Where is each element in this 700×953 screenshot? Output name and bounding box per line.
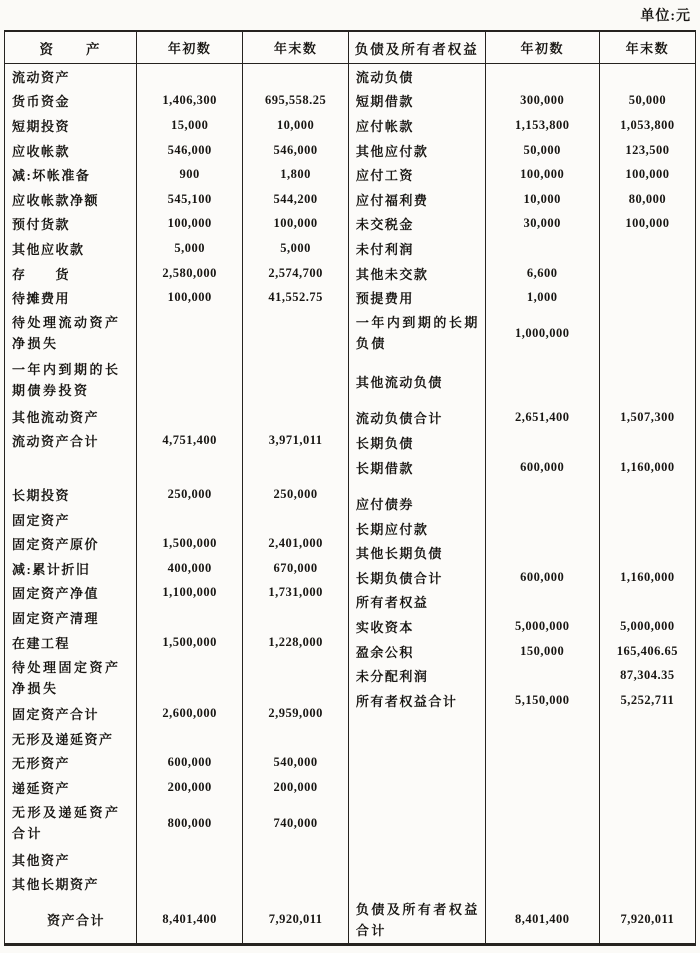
account-label: 货币资金: [5, 89, 137, 114]
header-assets: 资 产: [5, 32, 137, 63]
value-begin-of-year: [486, 236, 600, 261]
value-end-of-year: 1,160,000: [620, 459, 675, 474]
value-begin-of-year: [486, 430, 600, 455]
table-row: [349, 455, 695, 480]
table-row: [349, 406, 695, 431]
value-end-of-year: 546,000: [273, 142, 318, 157]
table-row: [5, 482, 348, 507]
value-begin-of-year: 100,000: [137, 285, 243, 310]
value-begin-of-year: 600,000: [486, 565, 600, 590]
table-row: [349, 64, 695, 89]
account-label: 应收帐款: [5, 138, 137, 163]
value-end-of-year: 540,000: [273, 755, 318, 770]
value-end-of-year: 165,406.65: [616, 643, 679, 658]
table-row: [5, 429, 348, 454]
account-label: 流动负债合计: [349, 406, 486, 431]
value-begin-of-year: [137, 654, 243, 701]
account-label: 固定资产原价: [5, 531, 137, 556]
value-begin-of-year: 1,500,000: [137, 531, 243, 556]
table-row: [5, 64, 348, 89]
table-row: [5, 187, 348, 212]
value-end-of-year: [243, 507, 348, 532]
account-label: 固定资产合计: [5, 701, 137, 726]
account-label: 长期应付款: [349, 516, 486, 541]
value-begin-of-year: [137, 507, 243, 532]
value-begin-of-year: [137, 847, 243, 872]
table-row: [5, 89, 348, 114]
value-end-of-year: 3,971,011: [268, 433, 323, 448]
value-end-of-year: [600, 541, 695, 566]
value-end-of-year: 100,000: [625, 167, 670, 182]
value-end-of-year: [243, 871, 348, 896]
value-end-of-year: 41,552.75: [268, 290, 323, 305]
value-begin-of-year: [137, 404, 243, 429]
account-label: 无形及递延资产合计: [5, 800, 137, 847]
value-end-of-year: 1,160,000: [620, 569, 675, 584]
table-row: [5, 162, 348, 187]
value-end-of-year: 123,500: [625, 142, 670, 157]
value-end-of-year: [243, 605, 348, 630]
account-label: 待摊费用: [5, 285, 137, 310]
value-begin-of-year: 1,406,300: [137, 89, 243, 114]
value-begin-of-year: [486, 369, 600, 394]
account-label: [5, 453, 137, 482]
value-end-of-year: [600, 516, 695, 541]
value-end-of-year: 1,053,800: [620, 117, 675, 132]
value-end-of-year: 87,304.35: [620, 668, 675, 683]
value-end-of-year: [600, 491, 695, 516]
value-begin-of-year: 300,000: [486, 89, 600, 114]
table-row: [349, 285, 695, 310]
value-begin-of-year: 1,100,000: [137, 581, 243, 606]
value-begin-of-year: 1,153,800: [486, 113, 600, 138]
account-label: [349, 713, 486, 896]
value-end-of-year: 1,800: [280, 167, 311, 182]
value-end-of-year: [600, 590, 695, 615]
account-label: 递延资产: [5, 775, 137, 800]
value-end-of-year: [600, 357, 695, 369]
table-row: [349, 187, 695, 212]
value-end-of-year: [600, 310, 695, 357]
value-begin-of-year: 5,000,000: [486, 614, 600, 639]
table-row: [349, 590, 695, 615]
account-label: 无形资产: [5, 751, 137, 776]
header-liabilities-end-of-year: 年末数: [625, 41, 670, 56]
account-label: 预付货款: [5, 212, 137, 237]
value-end-of-year: 740,000: [273, 815, 318, 830]
account-label: 待处理固定资产净损失: [5, 654, 137, 701]
account-label: 其他未交款: [349, 261, 486, 286]
table-row: [5, 847, 348, 872]
value-end-of-year: [243, 357, 348, 404]
account-label: 减:累计折旧: [5, 556, 137, 581]
account-label: 存 货: [5, 261, 137, 286]
value-end-of-year: [600, 430, 695, 455]
value-begin-of-year: [137, 357, 243, 404]
value-begin-of-year: 5,000: [137, 236, 243, 261]
value-end-of-year: 1,507,300: [620, 410, 675, 425]
balance-sheet-table: [4, 30, 696, 946]
account-label: 无形及递延资产: [5, 726, 137, 751]
value-end-of-year: [600, 285, 695, 310]
value-end-of-year: 2,574,700: [268, 265, 323, 280]
value-begin-of-year: [486, 64, 600, 89]
value-end-of-year: [243, 847, 348, 872]
account-label: 待处理流动资产净损失: [5, 310, 137, 357]
value-begin-of-year: 100,000: [137, 212, 243, 237]
account-label: 所有者权益合计: [349, 688, 486, 713]
value-begin-of-year: 15,000: [137, 113, 243, 138]
value-end-of-year: 10,000: [276, 117, 315, 132]
table-row: [349, 614, 695, 639]
table-row: [349, 369, 695, 394]
value-end-of-year: 7,920,011: [620, 912, 675, 926]
value-begin-of-year: [137, 453, 243, 482]
value-begin-of-year: [137, 64, 243, 89]
account-label: 未分配利润: [349, 663, 486, 688]
value-begin-of-year: [137, 726, 243, 751]
account-label: 其他长期负债: [349, 541, 486, 566]
account-label: 流动资产合计: [5, 429, 137, 454]
table-row: [5, 404, 348, 429]
table-row: [5, 871, 348, 896]
table-row: [349, 896, 695, 943]
value-begin-of-year: 1,000,000: [486, 310, 600, 357]
liabilities-header-group: [348, 32, 695, 63]
value-end-of-year: [600, 369, 695, 394]
header-liabilities-equity: 负债及所有者权益: [349, 32, 486, 63]
value-begin-of-year: 900: [137, 162, 243, 187]
value-begin-of-year: [486, 713, 600, 896]
table-row: [5, 531, 348, 556]
table-row: [349, 516, 695, 541]
account-label: 其他应付款: [349, 138, 486, 163]
table-row: [5, 261, 348, 286]
account-label: [349, 357, 486, 369]
value-end-of-year: 7,920,011: [268, 912, 323, 926]
account-label: 长期借款: [349, 455, 486, 480]
value-end-of-year: [600, 479, 695, 491]
value-begin-of-year: 600,000: [137, 751, 243, 776]
value-begin-of-year: 10,000: [486, 187, 600, 212]
value-begin-of-year: [486, 491, 600, 516]
table-row: [5, 138, 348, 163]
value-begin-of-year: [486, 590, 600, 615]
account-label: 短期借款: [349, 89, 486, 114]
account-label: 流动负债: [349, 64, 486, 89]
account-label: 其他应收款: [5, 236, 137, 261]
table-row: [5, 310, 348, 357]
table-row: [349, 261, 695, 286]
value-begin-of-year: 546,000: [137, 138, 243, 163]
value-begin-of-year: [486, 479, 600, 491]
flex-spacer-row: [5, 453, 348, 482]
account-label: 资产合计: [5, 896, 137, 943]
account-label: 减:坏帐准备: [5, 162, 137, 187]
table-row: [5, 212, 348, 237]
table-row: [349, 162, 695, 187]
table-row: [349, 430, 695, 455]
header-assets-begin-of-year: 年初数: [137, 32, 243, 63]
table-row: [349, 663, 695, 688]
table-row: [5, 507, 348, 532]
account-label: 未交税金: [349, 212, 486, 237]
value-end-of-year: 80,000: [628, 191, 667, 206]
value-end-of-year: [600, 394, 695, 406]
account-label: 应收帐款净额: [5, 187, 137, 212]
value-begin-of-year: 100,000: [486, 162, 600, 187]
value-end-of-year: 100,000: [625, 216, 670, 231]
liabilities-column: [348, 64, 695, 943]
table-row: [349, 491, 695, 516]
account-label: 应付债券: [349, 491, 486, 516]
account-label: 未付利润: [349, 236, 486, 261]
account-label: [349, 479, 486, 491]
value-end-of-year: [600, 64, 695, 89]
value-end-of-year: [243, 726, 348, 751]
table-row: [5, 726, 348, 751]
header-liabilities-begin-of-year: 年初数: [486, 32, 600, 63]
account-label: 其他流动负债: [349, 369, 486, 394]
account-label: 负债及所有者权益合计: [349, 896, 486, 943]
spacer-row: [349, 357, 695, 369]
value-end-of-year: [600, 261, 695, 286]
value-end-of-year: 5,252,711: [620, 692, 675, 707]
value-begin-of-year: 2,651,400: [486, 406, 600, 431]
account-label: 预提费用: [349, 285, 486, 310]
value-end-of-year: 544,200: [273, 191, 318, 206]
value-begin-of-year: 400,000: [137, 556, 243, 581]
value-end-of-year: [243, 654, 348, 701]
value-end-of-year: 695,558.25: [264, 93, 327, 108]
account-label: 应付工资: [349, 162, 486, 187]
value-begin-of-year: 2,580,000: [137, 261, 243, 286]
table-row: [5, 556, 348, 581]
value-begin-of-year: [486, 394, 600, 406]
value-end-of-year: 5,000,000: [620, 619, 675, 634]
value-begin-of-year: 800,000: [137, 800, 243, 847]
table-header: [5, 32, 695, 64]
value-begin-of-year: 545,100: [137, 187, 243, 212]
value-begin-of-year: [486, 663, 600, 688]
value-end-of-year: 50,000: [628, 93, 667, 108]
account-label: 应付福利费: [349, 187, 486, 212]
unit-label: 单位:元: [640, 9, 691, 24]
value-end-of-year: 1,731,000: [268, 585, 323, 600]
flex-spacer-row: [349, 713, 695, 896]
value-begin-of-year: 30,000: [486, 212, 600, 237]
account-label: 一年内到期的长期债券投资: [5, 357, 137, 404]
value-begin-of-year: [486, 357, 600, 369]
table-row: [5, 896, 348, 943]
value-begin-of-year: 250,000: [137, 482, 243, 507]
table-row: [5, 654, 348, 701]
value-end-of-year: [243, 404, 348, 429]
table-row: [5, 357, 348, 404]
header-assets-end-of-year: 年末数: [273, 41, 318, 56]
spacer-row: [349, 394, 695, 406]
value-end-of-year: 2,401,000: [268, 536, 323, 551]
value-end-of-year: [243, 64, 348, 89]
table-row: [5, 236, 348, 261]
value-begin-of-year: [137, 310, 243, 357]
value-begin-of-year: [486, 516, 600, 541]
table-row: [349, 310, 695, 357]
account-label: 所有者权益: [349, 590, 486, 615]
table-row: [5, 800, 348, 847]
value-begin-of-year: 50,000: [486, 138, 600, 163]
account-label: 长期投资: [5, 482, 137, 507]
account-label: 长期负债: [349, 430, 486, 455]
value-end-of-year: [243, 453, 348, 482]
table-row: [5, 581, 348, 606]
value-begin-of-year: [137, 605, 243, 630]
value-begin-of-year: 4,751,400: [137, 429, 243, 454]
table-row: [5, 113, 348, 138]
value-begin-of-year: 8,401,400: [137, 896, 243, 943]
account-label: 应付帐款: [349, 113, 486, 138]
table-row: [349, 89, 695, 114]
table-row: [5, 605, 348, 630]
table-row: [5, 751, 348, 776]
table-row: [349, 639, 695, 664]
account-label: 固定资产: [5, 507, 137, 532]
table-row: [349, 688, 695, 713]
account-label: 盈余公积: [349, 639, 486, 664]
assets-column: [5, 64, 348, 943]
value-begin-of-year: [486, 541, 600, 566]
account-label: 流动资产: [5, 64, 137, 89]
spacer-row: [349, 479, 695, 491]
value-begin-of-year: 6,600: [486, 261, 600, 286]
table-row: [5, 630, 348, 655]
account-label: 其他流动资产: [5, 404, 137, 429]
table-row: [5, 701, 348, 726]
account-label: 一年内到期的长期负债: [349, 310, 486, 357]
account-label: 其他资产: [5, 847, 137, 872]
account-label: 固定资产清理: [5, 605, 137, 630]
value-end-of-year: 100,000: [273, 216, 318, 231]
value-begin-of-year: 200,000: [137, 775, 243, 800]
account-label: 短期投资: [5, 113, 137, 138]
value-begin-of-year: 1,000: [486, 285, 600, 310]
value-end-of-year: 250,000: [273, 487, 318, 502]
account-label: [349, 394, 486, 406]
value-end-of-year: 2,959,000: [268, 706, 323, 721]
value-begin-of-year: 8,401,400: [486, 896, 600, 943]
table-row: [349, 212, 695, 237]
value-begin-of-year: 2,600,000: [137, 701, 243, 726]
table-row: [349, 138, 695, 163]
account-label: 其他长期资产: [5, 871, 137, 896]
account-label: 实收资本: [349, 614, 486, 639]
value-end-of-year: 200,000: [273, 780, 318, 795]
assets-header-group: [5, 32, 348, 63]
table-row: [5, 285, 348, 310]
value-begin-of-year: [137, 871, 243, 896]
value-end-of-year: 5,000: [280, 240, 311, 255]
value-end-of-year: [600, 236, 695, 261]
table-row: [349, 565, 695, 590]
table-row: [5, 775, 348, 800]
table-row: [349, 113, 695, 138]
value-begin-of-year: 150,000: [486, 639, 600, 664]
value-end-of-year: [600, 713, 695, 896]
account-label: 固定资产净值: [5, 581, 137, 606]
table-row: [349, 541, 695, 566]
table-row: [349, 236, 695, 261]
value-end-of-year: [243, 310, 348, 357]
value-begin-of-year: 600,000: [486, 455, 600, 480]
value-begin-of-year: 1,500,000: [137, 630, 243, 655]
table-body: [5, 64, 695, 943]
value-begin-of-year: 5,150,000: [486, 688, 600, 713]
account-label: 在建工程: [5, 630, 137, 655]
value-end-of-year: 670,000: [273, 560, 318, 575]
value-end-of-year: 1,228,000: [268, 634, 323, 649]
account-label: 长期负债合计: [349, 565, 486, 590]
